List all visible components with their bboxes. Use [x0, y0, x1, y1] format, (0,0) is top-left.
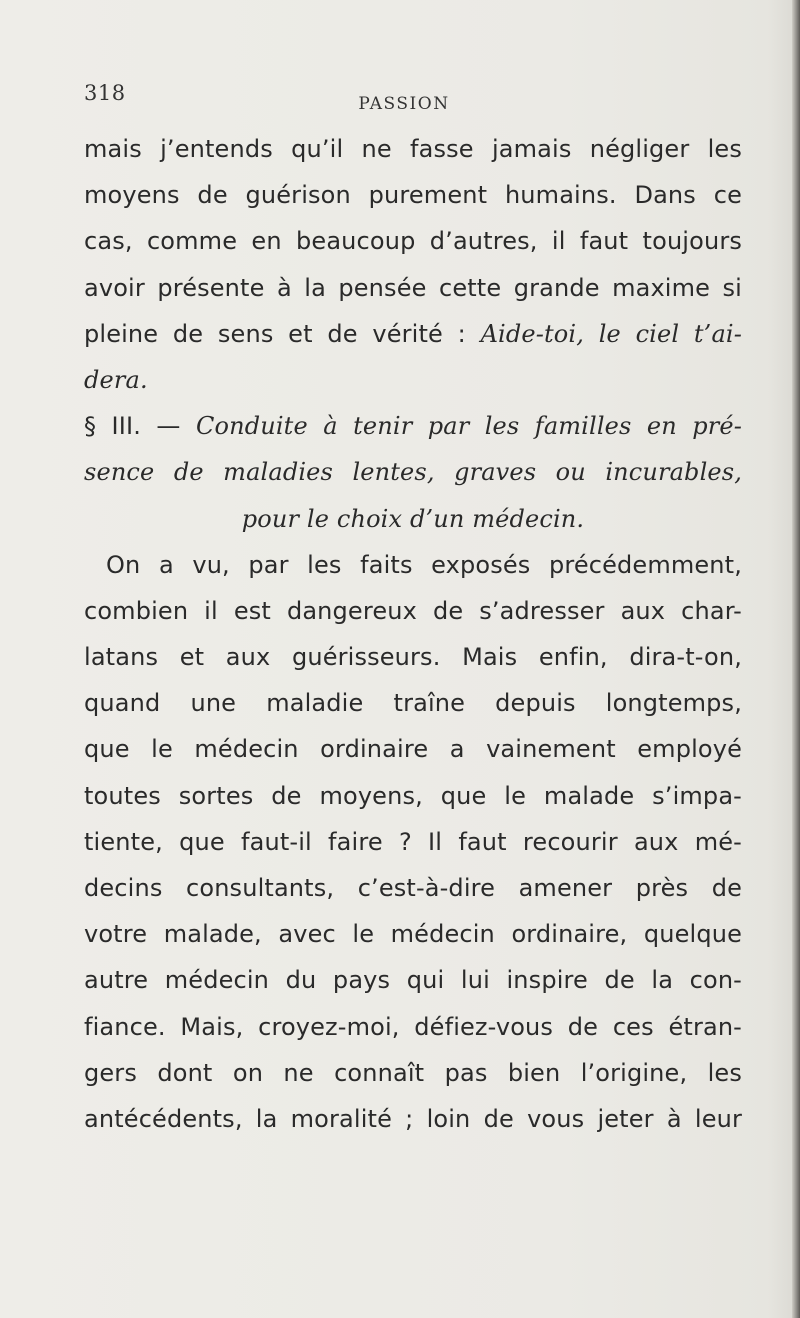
text-line: avoir présente à la pensée cette grande maxime si — [84, 273, 742, 302]
text-line: que le médecin ordinaire a vainement employé — [84, 735, 742, 764]
text-line: votre malade, avec le médecin ordinaire, quelque — [84, 920, 742, 949]
section-title-line: sence de maladies lentes, graves ou incurables, — [84, 458, 742, 487]
maxim-text-end: dera. — [84, 365, 148, 394]
body-text — [84, 126, 742, 1142]
text-line — [84, 311, 742, 357]
text-line: moyens de guérison purement humains. Dans ce — [84, 181, 742, 210]
text-line: latans et aux guérisseurs. Mais enfin, dira-t-on, — [84, 643, 742, 672]
text-line: On a vu, par les faits exposés précédemment, — [106, 550, 742, 579]
maxim-text: Aide-toi, le ciel t’ai- — [480, 319, 742, 348]
text-line: toutes sortes de moyens, que le malade s’impa- — [84, 781, 742, 810]
text-line: tiente, que faut-il faire ? Il faut recourir aux mé- — [84, 827, 742, 856]
section-heading-line — [84, 403, 742, 449]
section-title: Conduite à tenir par les familles en pré- — [196, 412, 743, 441]
text-line: fiance. Mais, croyez-moi, défiez-vous de ces étran- — [84, 1012, 742, 1041]
text-segment: pleine de sens et de vérité : — [84, 319, 466, 348]
text-line: antécédents, la moralité ; loin de vous jeter à leur — [84, 1104, 742, 1133]
running-head: PASSION — [358, 94, 450, 114]
text-line: gers dont on ne connaît pas bien l’origine, les — [84, 1058, 742, 1087]
section-number: § III. — — [84, 412, 181, 441]
text-line: decins consultants, c’est-à-dire amener près de — [84, 874, 742, 902]
page-number: 318 — [84, 81, 126, 105]
text-line: quand une maladie traîne depuis longtemps, — [84, 689, 742, 718]
text-line: combien il est dangereux de s’adresser aux char- — [84, 596, 742, 625]
page-edge-shadow — [792, 0, 800, 1318]
text-line: mais j’entends qu’il ne fasse jamais négliger les — [84, 135, 742, 163]
text-line: autre médecin du pays qui lui inspire de la con- — [84, 966, 742, 995]
section-title-end: pour le choix d’un médecin. — [241, 504, 585, 533]
text-line: cas, comme en beaucoup d’autres, il faut toujours — [84, 227, 742, 256]
